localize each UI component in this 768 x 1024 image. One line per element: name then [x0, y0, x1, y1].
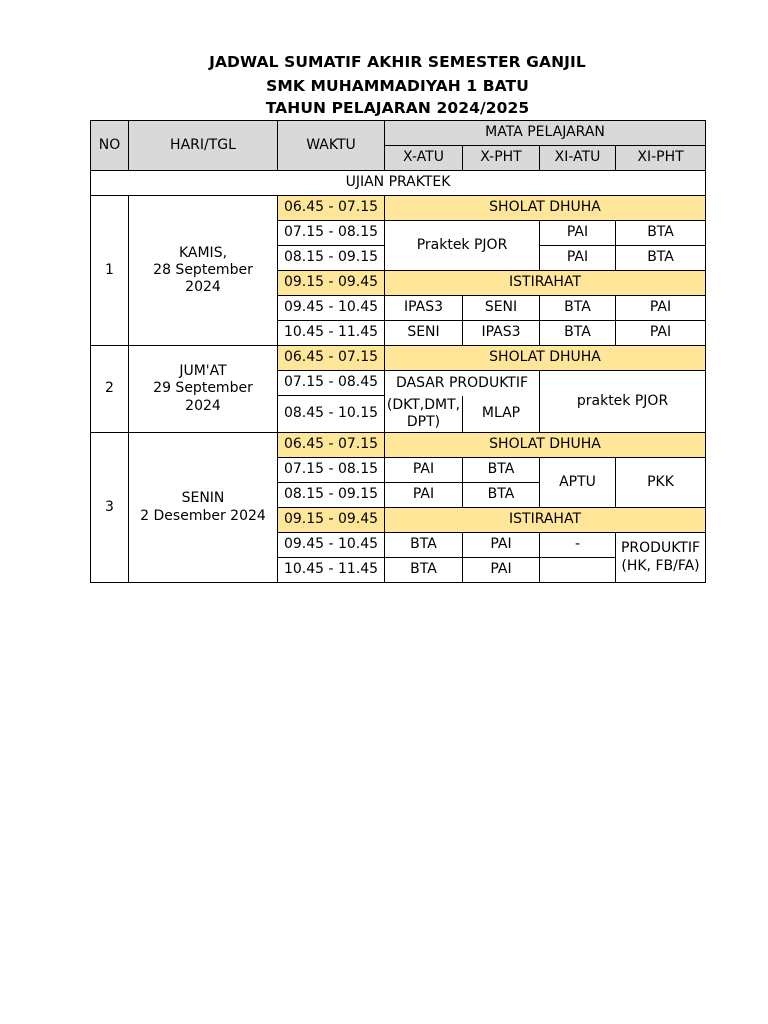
- day2-date: 29 September: [153, 380, 253, 397]
- day2-date-cell: [129, 346, 278, 433]
- day3-day: SENIN: [181, 490, 225, 507]
- activity-cell: SHOLAT DHUHA: [385, 196, 706, 221]
- subject-cell: PAI: [540, 221, 616, 246]
- document-title: JADWAL SUMATIF AKHIR SEMESTER GANJIL: [209, 53, 586, 71]
- day1-no: 1: [91, 196, 129, 346]
- time-cell: 10.45 - 11.45: [278, 321, 385, 346]
- subject-cell: BTA: [540, 296, 616, 321]
- day2-day: JUM'AT: [179, 363, 227, 380]
- header-row: [91, 121, 706, 146]
- day2-year: 2024: [185, 397, 221, 414]
- table-row: [91, 346, 706, 371]
- subject-cell: BTA: [385, 558, 463, 583]
- subject-cell: PAI: [463, 533, 540, 558]
- table-row: [91, 433, 706, 458]
- time-cell: 07.15 - 08.15: [278, 221, 385, 246]
- section-title: UJIAN PRAKTEK: [91, 171, 706, 196]
- time-cell: 07.15 - 08.45: [278, 371, 385, 396]
- time-cell: 09.15 - 09.45: [278, 508, 385, 533]
- time-cell: 08.45 - 10.15: [278, 396, 385, 433]
- time-cell: 07.15 - 08.15: [278, 458, 385, 483]
- col-header-xi-atu: XI-ATU: [540, 146, 616, 171]
- subject-cell: IPAS3: [463, 321, 540, 346]
- day1-year: 2024: [185, 279, 221, 296]
- time-cell: 08.15 - 09.15: [278, 246, 385, 271]
- col-header-mapel: MATA PELAJARAN: [385, 121, 706, 146]
- subject-cell: Praktek PJOR: [385, 221, 540, 271]
- subject-cell: SENI: [385, 321, 463, 346]
- subject-cell: PAI: [616, 296, 706, 321]
- subject-cell: APTU: [540, 458, 616, 508]
- subject-cell: PKK: [616, 458, 706, 508]
- subject-cell: BTA: [616, 221, 706, 246]
- day3-no: 3: [91, 433, 129, 583]
- activity-cell: SHOLAT DHUHA: [385, 433, 706, 458]
- subject-cell: PRODUKTIF (HK, FB/FA): [616, 533, 706, 583]
- time-cell: 08.15 - 09.15: [278, 483, 385, 508]
- subject-cell: PAI: [540, 246, 616, 271]
- schedule-table: [90, 120, 706, 583]
- day2-no: 2: [91, 346, 129, 433]
- activity-cell: ISTIRAHAT: [385, 508, 706, 533]
- school-name: SMK MUHAMMADIYAH 1 BATU: [266, 77, 529, 95]
- col-header-x-pht: X-PHT: [463, 146, 540, 171]
- col-header-x-atu: X-ATU: [385, 146, 463, 171]
- col-header-no: NO: [91, 121, 129, 171]
- subject-cell: -: [540, 533, 616, 558]
- academic-year: TAHUN PELAJARAN 2024/2025: [265, 99, 530, 117]
- subject-cell: BTA: [463, 458, 540, 483]
- table-row: [91, 196, 706, 221]
- time-cell: 06.45 - 07.15: [278, 196, 385, 221]
- subject-cell: PAI: [616, 321, 706, 346]
- time-cell: 06.45 - 07.15: [278, 346, 385, 371]
- time-cell: 10.45 - 11.45: [278, 558, 385, 583]
- time-cell: 09.15 - 09.45: [278, 271, 385, 296]
- col-header-xi-pht: XI-PHT: [616, 146, 706, 171]
- subject-cell: praktek PJOR: [540, 371, 706, 433]
- subject-cell: PAI: [385, 483, 463, 508]
- day1-date: 28 September: [153, 261, 253, 278]
- subject-cell: SENI: [463, 296, 540, 321]
- subject-cell: PAI: [463, 558, 540, 583]
- subject-cell: IPAS3: [385, 296, 463, 321]
- subject-cell: DASAR PRODUKTIF: [385, 371, 540, 396]
- day1-day: KAMIS,: [178, 244, 228, 261]
- activity-cell: SHOLAT DHUHA: [385, 346, 706, 371]
- subject-cell: [540, 558, 616, 583]
- subject-cell: BTA: [385, 533, 463, 558]
- section-row: [91, 171, 706, 196]
- time-cell: 06.45 - 07.15: [278, 433, 385, 458]
- col-header-hari: HARI/TGL: [129, 121, 278, 171]
- subject-cell: BTA: [540, 321, 616, 346]
- activity-cell: ISTIRAHAT: [385, 271, 706, 296]
- subject-cell: PAI: [385, 458, 463, 483]
- day3-date-cell: [129, 433, 278, 583]
- subject-note-cell: (DKT,DMT, DPT): [385, 396, 463, 433]
- time-cell: 09.45 - 10.45: [278, 533, 385, 558]
- subject-cell: BTA: [616, 246, 706, 271]
- day1-date-cell: [129, 196, 278, 346]
- day3-date: 2 Desember 2024: [140, 507, 266, 524]
- time-cell: 09.45 - 10.45: [278, 296, 385, 321]
- subject-cell: BTA: [463, 483, 540, 508]
- col-header-waktu: WAKTU: [278, 121, 385, 171]
- subject-cell: MLAP: [463, 396, 540, 433]
